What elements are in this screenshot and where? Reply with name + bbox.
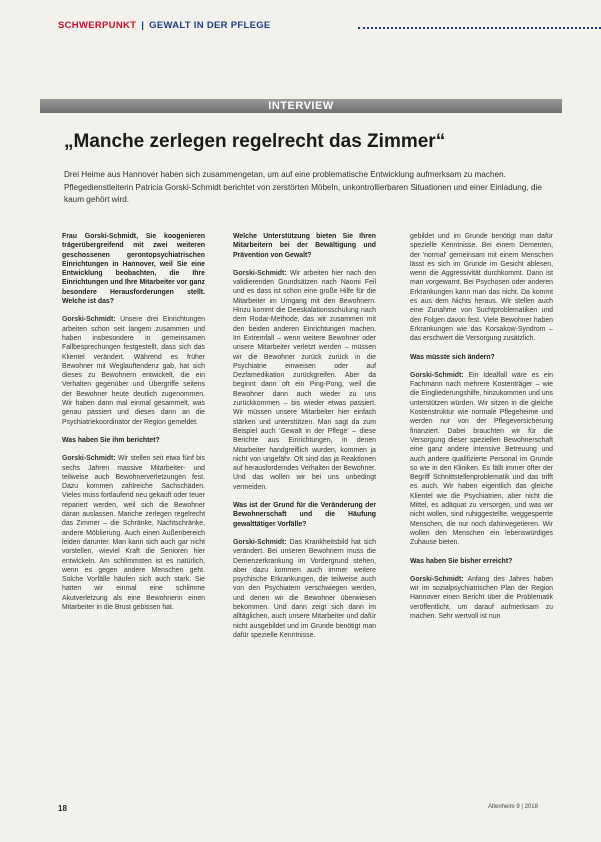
question: Frau Gorski-Schmidt, Sie koogenieren trägerübergreifend mit zwei weiteren geschossenen gerontopsychiatrischen Einrichtungen in Hannover, weil Sie eine Entwicklung beobachten, die Ihre Einrichtungen und Ihre Mitarbeiter vor ganz besondere Herausforderungen stellt. Welche ist das? [62, 233, 205, 306]
text-column-1 [62, 232, 205, 621]
banner-label: INTERVIEW [268, 100, 334, 112]
answer-text: Das Krankheitsbild hat sich verändert. Bei unseren Bewohnern muss die Demenzerkrankung im Vordergrund stehen, aber dazu kommen auch immer weitere psychische Erkrankungen, die teilweise auch von den Psychiatern verschwiegen werden, und denen wir die Bewohner überwiesen bekommen. Und dann zeigt sich dann im alltäglichen, auch unsere Mitarbeiter und dafür nicht ausgebildet und im Grunde benötigt man dafür spezielle Kenntnisse. [233, 538, 376, 639]
speaker-label: Gorski-Schmidt: [410, 575, 464, 583]
speaker-label: Gorski-Schmidt: [62, 455, 116, 463]
answer-text: Anfang des Jahres haben wir im sozialpsychiatrischen Plan der Region Hannover einen Bericht über die Problematik veröffentlicht, um darauf aufmerksam zu machen. Sehr wertvoll ist nun [410, 575, 553, 620]
article-headline: „Manche zerlegen regelrecht das Zimmer“ [64, 131, 446, 152]
text-column-3 [410, 232, 553, 630]
answer [410, 575, 553, 621]
header-separator: | [141, 20, 145, 31]
answer [410, 371, 553, 548]
magazine-issue: Altenheim 9 | 2018 [488, 804, 538, 810]
speaker-label: Gorski-Schmidt: [233, 269, 287, 277]
page-header [58, 20, 558, 34]
question: Was haben Sie bisher erreicht? [410, 557, 513, 565]
speaker-label: Gorski-Schmidt: [410, 371, 464, 379]
header-section: GEWALT IN DER PFLEGE [149, 20, 271, 31]
question: Was ist der Grund für die Veränderung der Bewohnerschaft und die Häufung gewalttätiger Vorfälle? [233, 502, 376, 528]
text-column-2 [233, 232, 376, 649]
answer-continued: gebildet und im Grunde benötigt man dafür spezielle Kenntnisse. Bei einem Dementen, der 'normal' gemeinsam mit einem Menschen lässt es sich im Grunde im Gesicht ablesen, wenn die Aggressivität durchkommt. Dann ist man vorgewarnt. Bei Psychosen oder anderen Erkrankungen kann man das nicht. Da kommt es aus dem Nichts heraus. Wir stellen auch eine Zunahme von Suchtproblematiken und den Folgen davon fest. Viele Bewohner haben Erkrankungen wie das Korsakow-Syndrom – das erschwert die Versorgung zusätzlich. [410, 233, 553, 343]
speaker-label: Gorski-Schmidt: [233, 538, 287, 546]
page-number: 18 [58, 804, 67, 813]
header-kicker: SCHWERPUNKT [58, 20, 137, 31]
answer [233, 538, 376, 640]
answer-text: Unsere drei Einrichtungen arbeiten schon seit langem zusammen und haben insbesondere in gemeinsamen Fallbesprechungen festgestellt, dass sich das Klientel verändert. Während es früher Bewohner mit Weglauftendenz gab, hat sich dieses zu Bewohnern entwickelt, die ein Verhalten gegenüber und Übergriffe seitens der Bewohner heute deutlich zugenommen. Wir haben dann mal einmal gesammelt, was genau passiert und dieses dann an die Psychiatriekoordinator der Region gemeldet. [62, 316, 205, 426]
answer [62, 315, 205, 427]
question: Was müsste sich ändern? [410, 353, 495, 361]
header-dotted-rule [358, 27, 601, 29]
question: Was haben Sie ihm berichtet? [62, 436, 160, 444]
article-intro: Drei Heime aus Hannover haben sich zusammengetan, um auf eine problematische Entwicklung aufmerksam zu machen. Pflegedienstleiterin Patricia Gorski-Schmidt berichtet von zerstörten Möbeln, unkontrollierbaren Situationen und einer Einladung, die kaum gehört wird. [64, 170, 542, 204]
answer [62, 454, 205, 612]
question: Welche Unterstützung bieten Sie Ihren Mitarbeitern bei der Bewältigung und Prävention von Gewalt? [233, 233, 376, 259]
answer-text: Wir arbeiten hier nach den validierenden Grundsätzen nach Naomi Feil und es dass ist schon eine große Hilfe für die Mitarbeiter im Umgang mit den Bewohnern. Hinzu kommt die Deeskalationsschulung nach dem Rodar-Methode, das wir zusammen mit den beiden anderen Einrichtungen machen. Im Extremfall – wenn weitere Bewohner oder unsere Mitarbeiter verletzt werden – müssen wir die Bewohner zurück zurück in die Psychiatrie einweisen oder auf Dezfamedikation zurückgreifen. Aber da beginnt dann oft ein Ping-Pong, weil die Bewohner dann auch wieder zu uns zurückkommen – bis wieder etwas passiert. Wir müssen unsere Mitarbeiter hier einfach stärken und unterstützen. Man sagt da zum Beispiel auch 'Gewalt in der Pflege' – diese Berichte aus Einrichtungen, in denen Mitarbeiter handgreiflich wurden, kommen ja nicht von ungefähr. Oft sind das ja Reaktionen auf herausforderndes Verhalten der Bewohner. Und das wollen wir bei uns unbedingt vermeiden. [233, 269, 376, 491]
interview-banner [40, 99, 562, 113]
answer-text: Ein Idealfall wäre es ein Fachmann nach mehrere Kostenträger – wie die Eingliederungshilfe, hinzukommen und uns unterstützen würden. Wir sitzen in die gleiche Kostenstruktur wie normale Pflegeheime und werden nur von der Pflegeversicherung finanziert. Dabei brauchten wir für die Versorgung dieser speziellen Bewohnerschaft eine ganz andere intensive Betreuung und auch andere qualifizierte Personal im Grunde so wie in den Kliniken. Es fällt immer öfter der Begriff Schnittstellenproblematik und das trifft es auch. Wir haben eigentlich das gleiche Klientel wie die Psychiatrien, aber nicht die Mittel, es adäquat zu versorgen, und was wir nicht wollen, sind ruhiggestellte, weggesperrte Menschen, die nur noch dahinvegetieren. Wir wollen den Menschen ein lebenswürdiges Zuhause bieten. [410, 371, 553, 547]
speaker-label: Gorski-Schmidt: [62, 316, 116, 324]
answer-text: Wir stellen seit etwa fünf bis sechs Jahren massive Mitarbeiter- und teilweise auch Bewohnerverletzungen fest. Dazu kommen zahlreiche Sachschäden. Vieles muss fortlaufend neu gekauft oder teuer repariert werden, weil sich die Bewohner daran auslassen. Manche zerlegen regelrecht das Zimmer – die Schränke, Nachtschränke, andere Möblierung. Auch einen Außenbereich leiden darunter. Man kann sich auch gar nicht vorstellen, wieviel Kraft die Senioren hier entwickeln. Am schlimmsten ist es natürlich, wenn es gegen andere Menschen geht. Solche Vorfälle häufen sich auch stark. Sie hatten wir einmal eine schlimme Akutverletzung als eine Bewohnerin einen Mitarbeiter in die Brust gebissen hat. [62, 455, 205, 611]
answer [233, 269, 376, 492]
